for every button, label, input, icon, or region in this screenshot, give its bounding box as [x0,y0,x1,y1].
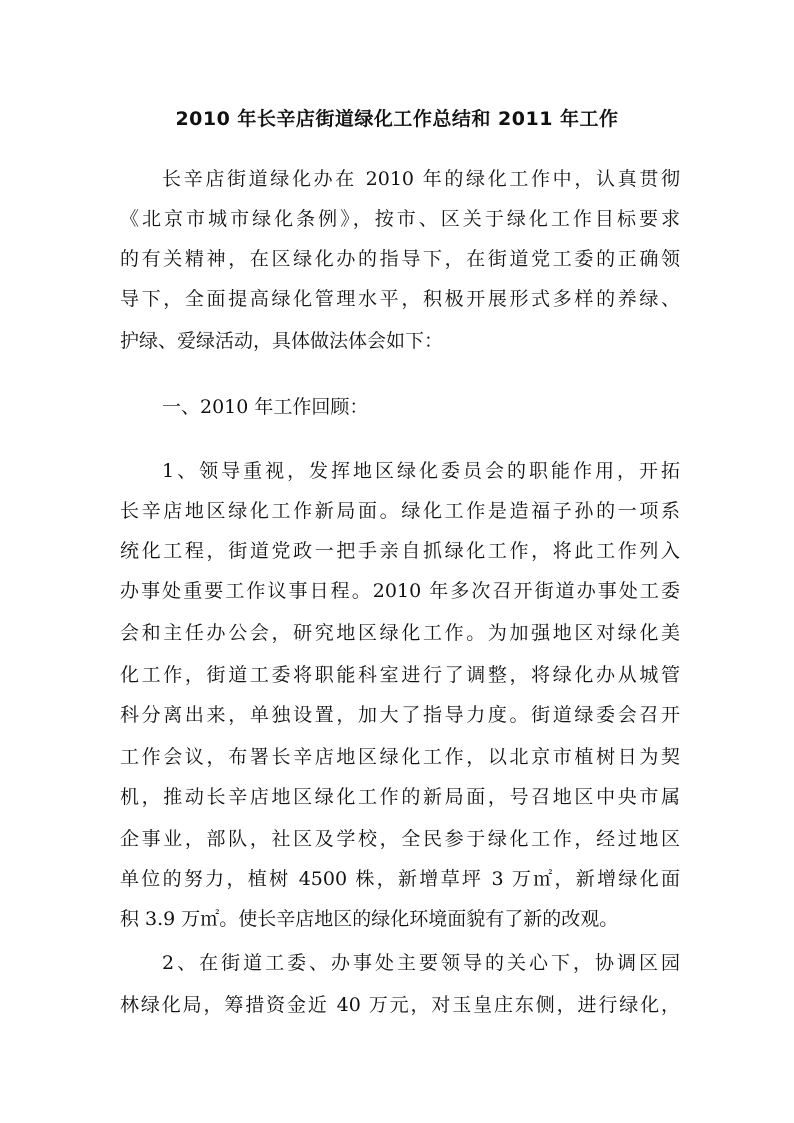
item1-line-1: 1、领导重视，发挥地区绿化委员会的职能作用，开拓 [162,460,680,482]
item1-line-4: 办事处重要工作议事日程。2010 年多次召开街道办事处工委 [120,580,680,602]
item1-line-3: 统化工程，街道党政一把手亲自抓绿化工作，将此工作列入 [120,540,680,562]
intro-line-1: 长辛店街道绿化办在 2010 年的绿化工作中，认真贯彻 [162,168,680,190]
intro-line-4: 导下，全面提高绿化管理水平，积极开展形式多样的养绿、 [120,288,680,310]
item1-line-10: 企事业，部队，社区及学校，全民参于绿化工作，经过地区 [120,828,680,850]
document-title: 2010 年长辛店街道绿化工作总结和 2011 年工作 [175,108,619,130]
intro-line-2: 《北京市城市绿化条例》，按市、区关于绿化工作目标要求 [120,208,680,230]
item2-line-1: 2、在街道工委、办事处主要领导的关心下，协调区园 [162,952,680,974]
section-heading: 一、2010 年工作回顾： [162,396,369,418]
item1-line-12: 积 3.9 万㎡。使长辛店地区的绿化环境面貌有了新的改观。 [120,908,619,930]
item1-line-9: 机，推动长辛店地区绿化工作的新局面，号召地区中央市属 [120,786,680,808]
intro-line-3: 的有关精神，在区绿化办的指导下，在街道党工委的正确领 [120,248,680,270]
item1-line-2: 长辛店地区绿化工作新局面。绿化工作是造福子孙的一项系 [120,500,680,522]
item1-line-7: 科分离出来，单独设置，加大了指导力度。街道绿委会召开 [120,704,680,726]
item1-line-11: 单位的努力，植树 4500 株，新增草坪 3 万㎡，新增绿化面 [120,868,680,890]
item1-line-5: 会和主任办公会，研究地区绿化工作。为加强地区对绿化美 [120,622,680,644]
item1-line-8: 工作会议，布署长辛店地区绿化工作，以北京市植树日为契 [120,746,680,768]
intro-line-5: 护绿、爱绿活动，具体做法体会如下： [120,330,444,352]
item1-line-6: 化工作，街道工委将职能科室进行了调整，将绿化办从城管 [120,664,680,686]
item2-line-2: 林绿化局，筹措资金近 40 万元，对玉皇庄东侧，进行绿化， [120,994,680,1016]
